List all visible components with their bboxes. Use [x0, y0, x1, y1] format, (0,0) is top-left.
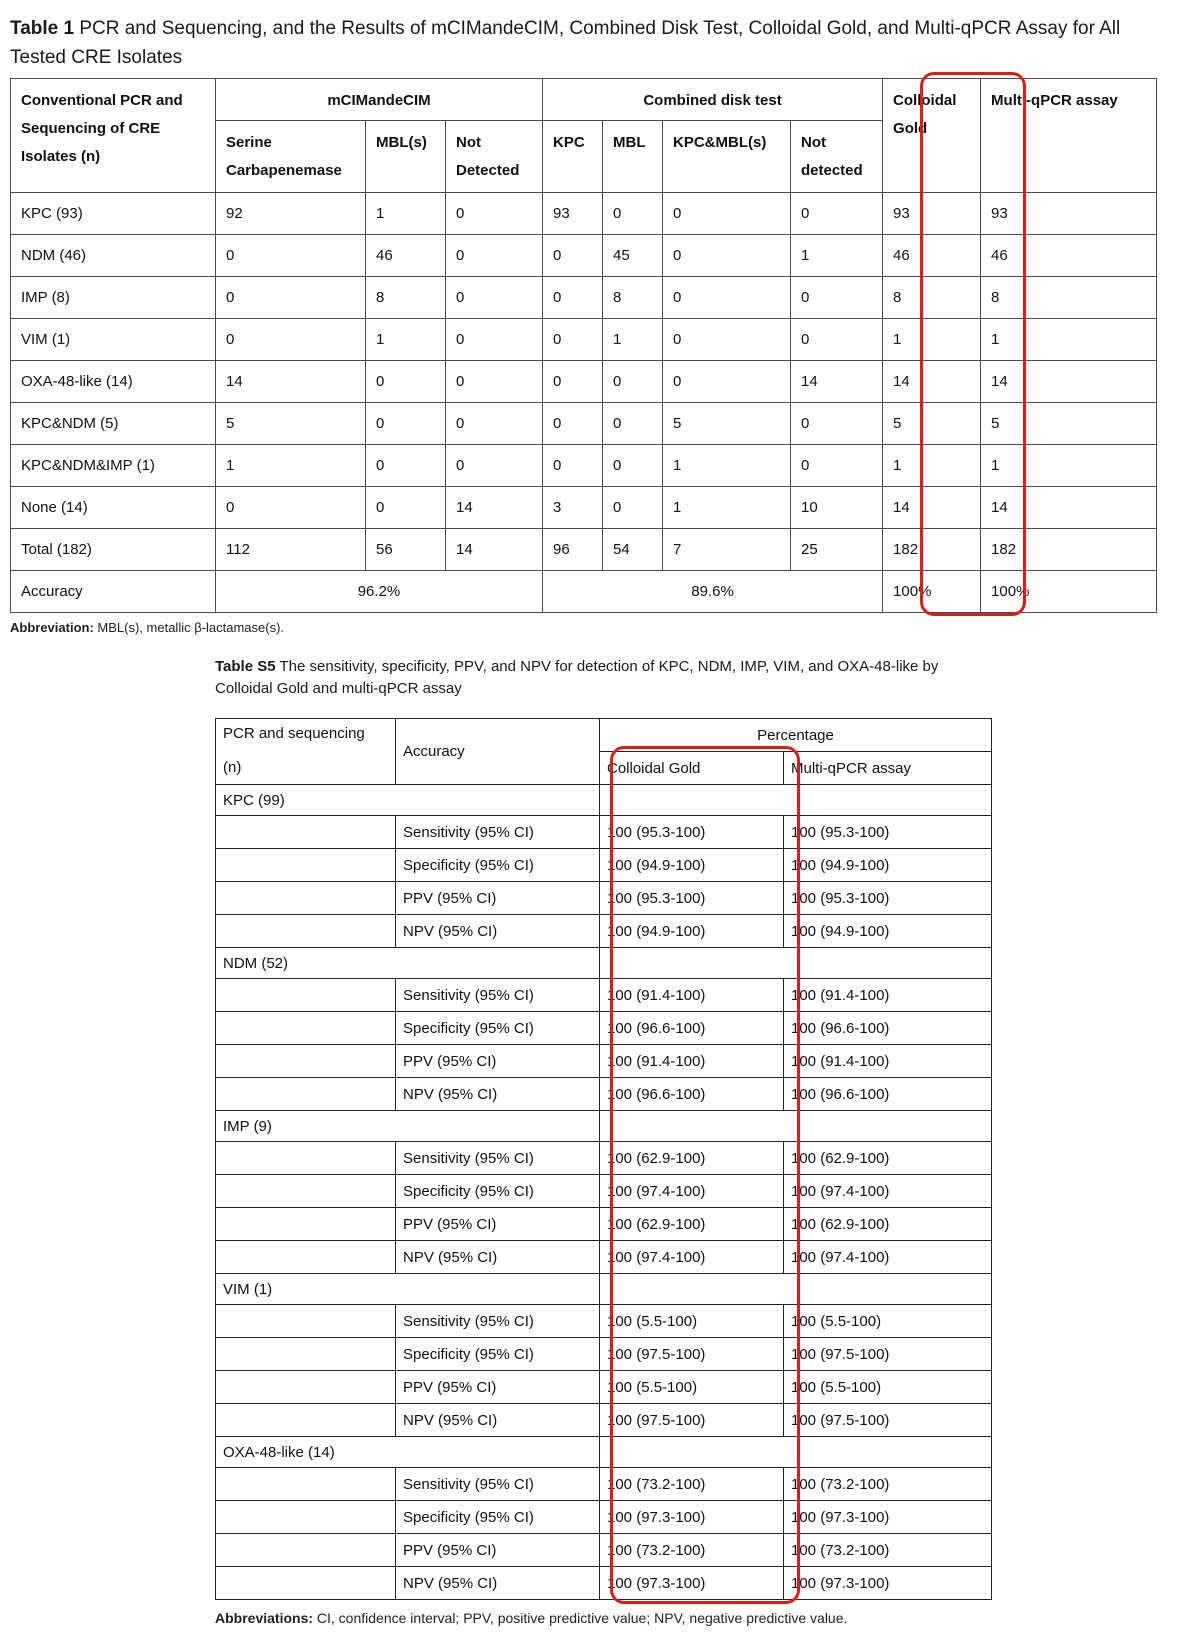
- table2-row: [216, 1501, 992, 1534]
- table1-cell: 0: [446, 319, 543, 361]
- table1: [10, 78, 1157, 613]
- table1-cell: 0: [791, 277, 883, 319]
- table2-cell-metric: Specificity (95% CI): [396, 849, 600, 882]
- table1-cell: 0: [446, 445, 543, 487]
- table1-cell: 1: [981, 445, 1157, 487]
- table1-subheader: KPC: [543, 121, 603, 193]
- table2-cell-metric: PPV (95% CI): [396, 882, 600, 915]
- table1-cell: 14: [446, 487, 543, 529]
- table1-cell: 0: [216, 277, 366, 319]
- table2-empty-cell: [600, 785, 784, 816]
- table2-cell-cg: 100 (5.5-100): [600, 1305, 784, 1338]
- table1-cell: 1: [981, 319, 1157, 361]
- table2-row: [216, 1404, 992, 1437]
- table2-empty-cell: [216, 1338, 396, 1371]
- table1-row: [11, 235, 1157, 277]
- table2-header-percentage: Percentage: [600, 719, 992, 752]
- table2-cell-mq: 100 (97.3-100): [784, 1501, 992, 1534]
- table2-group-row: [216, 1274, 992, 1305]
- table2-cell-cg: 100 (5.5-100): [600, 1371, 784, 1404]
- table1-cell: 0: [603, 487, 663, 529]
- table1-cell: 8: [366, 277, 446, 319]
- table2-cell-metric: Sensitivity (95% CI): [396, 1142, 600, 1175]
- table1-caption-text: PCR and Sequencing, and the Results of mCIMandeCIM, Combined Disk Test, Colloidal Gold, and Multi-qPCR Assay for All Tested CRE Isolates: [10, 18, 1121, 68]
- table1-body: [11, 193, 1157, 571]
- table2-cell-cg: 100 (73.2-100): [600, 1534, 784, 1567]
- table2-empty-cell: [216, 1241, 396, 1274]
- table1-row-label: KPC (93): [11, 193, 216, 235]
- table1-row: [11, 193, 1157, 235]
- table1-cell: 5: [883, 403, 981, 445]
- table1-cell: 8: [603, 277, 663, 319]
- table1-cell: 5: [981, 403, 1157, 445]
- table1-row-label: Total (182): [11, 529, 216, 571]
- table2-cell-mq: 100 (97.5-100): [784, 1338, 992, 1371]
- table2-cell-cg: 100 (91.4-100): [600, 1045, 784, 1078]
- table2-row: [216, 849, 992, 882]
- table2-caption: [215, 656, 995, 700]
- table1-subheader: Not detected: [791, 121, 883, 193]
- table1-cell: 0: [791, 403, 883, 445]
- table2-cell-mq: 100 (62.9-100): [784, 1142, 992, 1175]
- table2-cell-cg: 100 (96.6-100): [600, 1012, 784, 1045]
- table1-cell: 1: [366, 319, 446, 361]
- table2-cell-cg: 100 (94.9-100): [600, 849, 784, 882]
- table1-abbrev-label: Abbreviation:: [10, 620, 94, 635]
- table2-cell-mq: 100 (91.4-100): [784, 979, 992, 1012]
- table2-abbrev-text: CI, confidence interval; PPV, positive predictive value; NPV, negative predictive value.: [316, 1610, 848, 1626]
- table2-empty-cell: [216, 1305, 396, 1338]
- table1-row: [11, 445, 1157, 487]
- table2-caption-label: Table S5: [215, 658, 276, 675]
- table1-subheader: MBL(s): [366, 121, 446, 193]
- table1-subheader: Serine Carbapenemase: [216, 121, 366, 193]
- table1-cell: 0: [663, 193, 791, 235]
- table1-cell: 46: [883, 235, 981, 277]
- table1-cell: 1: [663, 487, 791, 529]
- table1-abbrev-text: MBL(s), metallic β-lactamase(s).: [97, 620, 285, 635]
- table1-cell: 0: [663, 361, 791, 403]
- table2-row: [216, 816, 992, 849]
- table1-cell: 14: [981, 487, 1157, 529]
- table1-cell: 0: [446, 403, 543, 445]
- table1-cell: 0: [603, 193, 663, 235]
- table1-cell: 1: [366, 193, 446, 235]
- table1-cell: 0: [663, 277, 791, 319]
- table1-cell: 0: [366, 487, 446, 529]
- table1-row-label: KPC&NDM (5): [11, 403, 216, 445]
- table1-cell: 0: [543, 319, 603, 361]
- table2-empty-cell: [216, 1045, 396, 1078]
- table2-empty-cell: [216, 979, 396, 1012]
- table1-cell: 0: [216, 319, 366, 361]
- table2-cell-cg: 100 (97.3-100): [600, 1567, 784, 1600]
- table1-cell: 5: [663, 403, 791, 445]
- table2-cell-mq: 100 (73.2-100): [784, 1534, 992, 1567]
- table1-cell: 0: [446, 193, 543, 235]
- table2-group-name: VIM (1): [216, 1274, 600, 1305]
- table1-abbreviation: [10, 620, 284, 635]
- table2-cell-metric: Sensitivity (95% CI): [396, 1305, 600, 1338]
- table1-cell: 14: [981, 361, 1157, 403]
- table2-cell-cg: 100 (94.9-100): [600, 915, 784, 948]
- table1-cell: 8: [883, 277, 981, 319]
- table1-cell: 93: [543, 193, 603, 235]
- table2-cell-mq: 100 (73.2-100): [784, 1468, 992, 1501]
- table1-cell: 0: [216, 487, 366, 529]
- table2-empty-cell: [784, 1437, 992, 1468]
- table1-cell: 0: [446, 361, 543, 403]
- table2-cell-metric: NPV (95% CI): [396, 915, 600, 948]
- table2-row: [216, 1175, 992, 1208]
- table2-cell-cg: 100 (97.5-100): [600, 1338, 784, 1371]
- table2-empty-cell: [216, 1501, 396, 1534]
- table2-cell-metric: NPV (95% CI): [396, 1404, 600, 1437]
- table1-row: [11, 403, 1157, 445]
- table2-empty-cell: [216, 1142, 396, 1175]
- table1-cell: 0: [216, 235, 366, 277]
- table1-cell: 56: [366, 529, 446, 571]
- table2-row: [216, 1142, 992, 1175]
- table2-row: [216, 979, 992, 1012]
- table1-cell: 112: [216, 529, 366, 571]
- table2-cell-cg: 100 (97.4-100): [600, 1175, 784, 1208]
- table2-row: [216, 1567, 992, 1600]
- table1-header-colloidal: Colloidal Gold: [883, 79, 981, 193]
- table1-subheader: KPC&MBL(s): [663, 121, 791, 193]
- table2-empty-cell: [216, 1534, 396, 1567]
- table1-cell: 1: [883, 445, 981, 487]
- table1-row: [11, 319, 1157, 361]
- table2-cell-mq: 100 (97.3-100): [784, 1567, 992, 1600]
- table2-cell-mq: 100 (95.3-100): [784, 882, 992, 915]
- table2-cell-cg: 100 (91.4-100): [600, 979, 784, 1012]
- table2-cell-cg: 100 (62.9-100): [600, 1142, 784, 1175]
- table2-cell-metric: Sensitivity (95% CI): [396, 816, 600, 849]
- table2-header-multi: Multi-qPCR assay: [784, 752, 992, 785]
- table2-row: [216, 1045, 992, 1078]
- table1-header-mcim: mCIMandeCIM: [216, 79, 543, 121]
- table1-cell: 1: [663, 445, 791, 487]
- table2-group-row: [216, 948, 992, 979]
- table1-cell: 0: [791, 193, 883, 235]
- table2-abbreviation: [215, 1610, 847, 1626]
- table2-empty-cell: [784, 1111, 992, 1142]
- table2-empty-cell: [784, 785, 992, 816]
- table1-accuracy-label: Accuracy: [11, 571, 216, 613]
- table1-cell: 1: [603, 319, 663, 361]
- table1-cell: 14: [883, 487, 981, 529]
- table1-row-label: IMP (8): [11, 277, 216, 319]
- table2-group-name: OXA-48-like (14): [216, 1437, 600, 1468]
- table2-cell-metric: Sensitivity (95% CI): [396, 1468, 600, 1501]
- table1-row: [11, 487, 1157, 529]
- table1-cell: 0: [366, 445, 446, 487]
- table2-empty-cell: [216, 1078, 396, 1111]
- table1-cell: 5: [216, 403, 366, 445]
- table2-empty-cell: [216, 882, 396, 915]
- table2-row: [216, 1468, 992, 1501]
- table2-row: [216, 915, 992, 948]
- table2-cell-cg: 100 (95.3-100): [600, 816, 784, 849]
- table2-cell-metric: Specificity (95% CI): [396, 1501, 600, 1534]
- table1-cell: 8: [981, 277, 1157, 319]
- table2-cell-metric: Specificity (95% CI): [396, 1012, 600, 1045]
- table2-cell-mq: 100 (5.5-100): [784, 1371, 992, 1404]
- table2-cell-mq: 100 (97.4-100): [784, 1241, 992, 1274]
- table1-cell: 54: [603, 529, 663, 571]
- table1-cell: 0: [543, 361, 603, 403]
- table1-cell: 14: [446, 529, 543, 571]
- table2-row: [216, 882, 992, 915]
- table2-cell-metric: Specificity (95% CI): [396, 1338, 600, 1371]
- table1-cell: 0: [543, 403, 603, 445]
- table2-empty-cell: [216, 915, 396, 948]
- table1-cell: 14: [883, 361, 981, 403]
- table2-empty-cell: [600, 948, 784, 979]
- table1-cell: 45: [603, 235, 663, 277]
- table2-row: [216, 1534, 992, 1567]
- table1-cell: 46: [366, 235, 446, 277]
- table2-cell-cg: 100 (97.4-100): [600, 1241, 784, 1274]
- table2-cell-metric: PPV (95% CI): [396, 1534, 600, 1567]
- table1-cell: 182: [981, 529, 1157, 571]
- table1-cell: 0: [543, 277, 603, 319]
- table1-row: [11, 277, 1157, 319]
- table1-cell: 96: [543, 529, 603, 571]
- table1-cell: 0: [603, 445, 663, 487]
- table2-group-row: [216, 1437, 992, 1468]
- table2-body: [216, 785, 992, 1600]
- table2-empty-cell: [216, 1175, 396, 1208]
- table2-row: [216, 1078, 992, 1111]
- table1-subheader: MBL: [603, 121, 663, 193]
- table1-accuracy-disk: 89.6%: [543, 571, 883, 613]
- table2-cell-mq: 100 (91.4-100): [784, 1045, 992, 1078]
- table2-cell-cg: 100 (96.6-100): [600, 1078, 784, 1111]
- table1-row: [11, 529, 1157, 571]
- table1-cell: 0: [366, 361, 446, 403]
- table2-group-name: KPC (99): [216, 785, 600, 816]
- table1-cell: 0: [603, 403, 663, 445]
- table1-cell: 0: [663, 235, 791, 277]
- table2-cell-metric: Sensitivity (95% CI): [396, 979, 600, 1012]
- table2-empty-cell: [216, 1468, 396, 1501]
- table1-cell: 1: [883, 319, 981, 361]
- table1-cell: 3: [543, 487, 603, 529]
- table2-cell-mq: 100 (95.3-100): [784, 816, 992, 849]
- table2-header-colloidal: Colloidal Gold: [600, 752, 784, 785]
- table2-empty-cell: [600, 1274, 784, 1305]
- table1-cell: 0: [543, 445, 603, 487]
- table2-header-col1: PCR and sequencing: [216, 719, 396, 752]
- table1-cell: 0: [543, 235, 603, 277]
- table2-caption-text: The sensitivity, specificity, PPV, and NPV for detection of KPC, NDM, IMP, VIM, and OXA-48-like by Colloidal Gold and multi-qPCR assay: [215, 658, 939, 697]
- table1-cell: 182: [883, 529, 981, 571]
- table2-row: [216, 1241, 992, 1274]
- table1-cell: 0: [366, 403, 446, 445]
- table1-row-label: VIM (1): [11, 319, 216, 361]
- table1-accuracy-colloidal: 100%: [883, 571, 981, 613]
- table2-group-name: NDM (52): [216, 948, 600, 979]
- table2-empty-cell: [216, 1012, 396, 1045]
- table2-cell-cg: 100 (97.3-100): [600, 1501, 784, 1534]
- table2-row: [216, 1338, 992, 1371]
- table1-cell: 1: [216, 445, 366, 487]
- table1-cell: 0: [446, 277, 543, 319]
- table2-empty-cell: [216, 1371, 396, 1404]
- table2-empty-cell: [784, 948, 992, 979]
- table2-cell-cg: 100 (95.3-100): [600, 882, 784, 915]
- table2-cell-metric: Specificity (95% CI): [396, 1175, 600, 1208]
- table1-cell: 10: [791, 487, 883, 529]
- table1-caption-label: Table 1: [10, 18, 75, 39]
- table2-cell-cg: 100 (97.5-100): [600, 1404, 784, 1437]
- table2: [215, 718, 992, 1600]
- table1-cell: 0: [603, 361, 663, 403]
- table2-cell-metric: NPV (95% CI): [396, 1078, 600, 1111]
- table2-row: [216, 1371, 992, 1404]
- table2-cell-mq: 100 (94.9-100): [784, 849, 992, 882]
- table1-cell: 93: [883, 193, 981, 235]
- table2-empty-cell: [216, 1404, 396, 1437]
- table2-cell-cg: 100 (73.2-100): [600, 1468, 784, 1501]
- table1-cell: 14: [216, 361, 366, 403]
- table2-row: [216, 1208, 992, 1241]
- table1-cell: 0: [791, 319, 883, 361]
- table2-cell-mq: 100 (97.5-100): [784, 1404, 992, 1437]
- table1-caption: [10, 14, 1160, 72]
- table2-cell-mq: 100 (96.6-100): [784, 1078, 992, 1111]
- table1-cell: 93: [981, 193, 1157, 235]
- table2-empty-cell: [600, 1437, 784, 1468]
- table2-empty-cell: [216, 1567, 396, 1600]
- table2-cell-metric: PPV (95% CI): [396, 1371, 600, 1404]
- table2-cell-mq: 100 (62.9-100): [784, 1208, 992, 1241]
- table2-cell-mq: 100 (94.9-100): [784, 915, 992, 948]
- table1-cell: 92: [216, 193, 366, 235]
- table1-accuracy-multi: 100%: [981, 571, 1157, 613]
- table2-cell-mq: 100 (5.5-100): [784, 1305, 992, 1338]
- table1-header-multi: Multi-qPCR assay: [981, 79, 1157, 193]
- table1-row-label: OXA-48-like (14): [11, 361, 216, 403]
- table2-row: [216, 1012, 992, 1045]
- table1-row-label: NDM (46): [11, 235, 216, 277]
- table1-subheader: Not Detected: [446, 121, 543, 193]
- table2-empty-cell: [600, 1111, 784, 1142]
- table1-row: [11, 361, 1157, 403]
- table2-empty-cell: [216, 1208, 396, 1241]
- table1-cell: 14: [791, 361, 883, 403]
- table1-header-disk: Combined disk test: [543, 79, 883, 121]
- table1-cell: 46: [981, 235, 1157, 277]
- table1-cell: 7: [663, 529, 791, 571]
- table2-cell-metric: NPV (95% CI): [396, 1567, 600, 1600]
- table1-header-first-col: Conventional PCR and Sequencing of CRE Isolates (n): [11, 79, 216, 193]
- table1-accuracy-mcim: 96.2%: [216, 571, 543, 613]
- table2-group-row: [216, 785, 992, 816]
- table2-cell-metric: NPV (95% CI): [396, 1241, 600, 1274]
- table2-abbrev-label: Abbreviations:: [215, 1610, 314, 1626]
- table2-row: [216, 1305, 992, 1338]
- table2-cell-cg: 100 (62.9-100): [600, 1208, 784, 1241]
- table2-group-name: IMP (9): [216, 1111, 600, 1142]
- table1-row-label: KPC&NDM&IMP (1): [11, 445, 216, 487]
- table2-empty-cell: [784, 1274, 992, 1305]
- table2-cell-metric: PPV (95% CI): [396, 1045, 600, 1078]
- table2-cell-mq: 100 (96.6-100): [784, 1012, 992, 1045]
- table1-cell: 0: [446, 235, 543, 277]
- table1-row-label: None (14): [11, 487, 216, 529]
- table1-cell: 25: [791, 529, 883, 571]
- table2-header-col1-n: (n): [216, 752, 396, 785]
- table2-group-row: [216, 1111, 992, 1142]
- table1-cell: 1: [791, 235, 883, 277]
- table2-cell-metric: PPV (95% CI): [396, 1208, 600, 1241]
- table1-cell: 0: [791, 445, 883, 487]
- table1-cell: 0: [663, 319, 791, 361]
- table2-cell-mq: 100 (97.4-100): [784, 1175, 992, 1208]
- table2-empty-cell: [216, 816, 396, 849]
- table2-header-accuracy: Accuracy: [396, 719, 600, 785]
- table2-empty-cell: [216, 849, 396, 882]
